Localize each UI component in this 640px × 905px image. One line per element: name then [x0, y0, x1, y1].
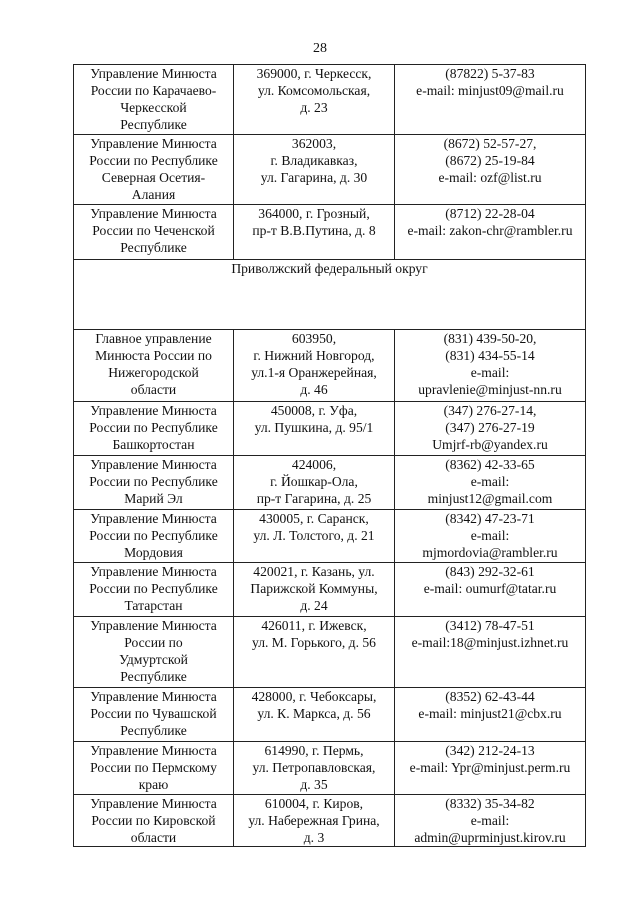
address-cell — [234, 135, 395, 205]
address-cell — [234, 65, 395, 135]
address-cell — [234, 688, 395, 742]
office-line: России по — [124, 635, 183, 650]
office-line: Марий Эл — [124, 491, 183, 506]
region-header-row — [74, 260, 586, 330]
page-number: 28 — [313, 41, 327, 56]
office-line: Управление Минюста — [90, 511, 217, 526]
address-line: ул. Пушкина, д. 95/1 — [254, 420, 374, 435]
office-line: Удмуртской — [119, 652, 188, 667]
contacts-cell — [395, 330, 586, 402]
contacts-line: e-mail: Ypr@minjust.perm.ru — [409, 760, 571, 775]
table-row — [74, 742, 586, 795]
address-line: д. 46 — [300, 382, 328, 397]
address-line: ул.1-я Оранжерейная, — [251, 365, 377, 380]
contacts-line: (843) 292-32-61 — [445, 564, 535, 579]
office-line: России по Республике — [89, 581, 218, 596]
office-line: Минюста России по — [95, 348, 212, 363]
office-line: России по Кировской — [91, 813, 216, 828]
contacts-line: e-mail: zakon-chr@rambler.ru — [407, 223, 573, 238]
office-line: России по Республике — [89, 474, 218, 489]
office-line: Республике — [120, 669, 187, 684]
address-line: 369000, г. Черкесск, — [256, 66, 372, 81]
contacts-cell — [395, 688, 586, 742]
office-line: России по Карачаево- — [90, 83, 217, 98]
address-line: 614990, г. Пермь, — [264, 743, 364, 758]
office-line: области — [130, 382, 177, 397]
table-row — [74, 456, 586, 510]
office-line: Управление Минюста — [90, 743, 217, 758]
office-line: Управление Минюста — [90, 564, 217, 579]
contacts-line: e-mail: ozf@list.ru — [438, 170, 542, 185]
office-line: России по Республике — [89, 420, 218, 435]
contacts-cell — [395, 65, 586, 135]
address-line: 603950, — [291, 331, 337, 346]
address-line: ул. Гагарина, д. 30 — [260, 170, 368, 185]
contacts-line: (8342) 47-23-71 — [445, 511, 535, 526]
contacts-line: admin@uprminjust.kirov.ru — [414, 830, 566, 845]
office-name-cell — [74, 456, 234, 510]
office-name-cell — [74, 330, 234, 402]
office-line: Башкортостан — [112, 437, 195, 452]
table-row — [74, 617, 586, 688]
table-row — [74, 688, 586, 742]
contacts-line: (8672) 52-57-27, — [443, 136, 537, 151]
office-name-cell — [74, 510, 234, 563]
office-name-cell — [74, 563, 234, 617]
office-line: области — [130, 830, 177, 845]
table-row — [74, 65, 586, 135]
contacts-line: e-mail:18@minjust.izhnet.ru — [411, 635, 569, 650]
address-line: ул. Комсомольская, — [257, 83, 371, 98]
contacts-line: (347) 276-27-14, — [443, 403, 537, 418]
office-line: России по Республике — [89, 528, 218, 543]
table-row — [74, 330, 586, 402]
office-name-cell — [74, 205, 234, 260]
address-line: Парижской Коммуны, — [250, 581, 378, 596]
address-cell — [234, 330, 395, 402]
address-line: д. 35 — [300, 777, 328, 792]
office-name-cell — [74, 402, 234, 456]
office-line: Управление Минюста — [90, 689, 217, 704]
office-line: Управление Минюста — [90, 136, 217, 151]
address-cell — [234, 402, 395, 456]
office-name-cell — [74, 617, 234, 688]
office-line: Алания — [131, 187, 176, 202]
address-line: 450008, г. Уфа, — [270, 403, 358, 418]
office-line: Черкесской — [120, 100, 187, 115]
office-name-cell — [74, 688, 234, 742]
address-line: д. 23 — [300, 100, 328, 115]
contacts-line: (8362) 42-33-65 — [445, 457, 535, 472]
contacts-line: (831) 439-50-20, — [443, 331, 537, 346]
address-line: пр-т В.В.Путина, д. 8 — [252, 223, 376, 238]
table-row — [74, 205, 586, 260]
office-name-cell — [74, 135, 234, 205]
office-line: Мордовия — [124, 545, 183, 560]
contacts-cell — [395, 510, 586, 563]
office-line: Республике — [120, 117, 187, 132]
office-line: Республике — [120, 240, 187, 255]
address-line: ул. М. Горького, д. 56 — [252, 635, 376, 650]
contacts-line: (3412) 78-47-51 — [445, 618, 535, 633]
contacts-cell — [395, 617, 586, 688]
office-name-cell — [74, 742, 234, 795]
contacts-cell — [395, 742, 586, 795]
address-cell — [234, 795, 395, 847]
office-name-cell — [74, 795, 234, 847]
address-line: ул. Набережная Грина, — [248, 813, 380, 828]
office-name-cell — [74, 65, 234, 135]
office-line: Нижегородской — [108, 365, 199, 380]
address-line: 430005, г. Саранск, — [259, 511, 369, 526]
contacts-cell — [395, 563, 586, 617]
contacts-line: (347) 276-27-19 — [445, 420, 535, 435]
contacts-cell — [395, 135, 586, 205]
office-line: России по Чеченской — [92, 223, 215, 238]
office-line: Управление Минюста — [90, 457, 217, 472]
office-line: краю — [138, 777, 169, 792]
address-line: 364000, г. Грозный, — [258, 206, 370, 221]
address-line: ул. К. Маркса, д. 56 — [257, 706, 371, 721]
office-line: Республике — [120, 723, 187, 738]
address-cell — [234, 617, 395, 688]
contacts-line: e-mail: minjust09@mail.ru — [416, 83, 564, 98]
address-line: 428000, г. Чебоксары, — [251, 689, 377, 704]
office-line: Управление Минюста — [90, 618, 217, 633]
contacts-line: (8332) 35-34-82 — [445, 796, 535, 811]
contacts-line: (8352) 62-43-44 — [445, 689, 535, 704]
office-line: России по Пермскому — [90, 760, 217, 775]
contacts-line: e-mail: — [470, 365, 510, 380]
contacts-line: (8712) 22-28-04 — [445, 206, 535, 221]
address-line: г. Йошкар-Ола, — [270, 474, 358, 489]
contacts-line: Umjrf-rb@yandex.ru — [432, 437, 548, 452]
address-cell — [234, 205, 395, 260]
contacts-line: e-mail: minjust21@cbx.ru — [418, 706, 562, 721]
table-row — [74, 510, 586, 563]
address-line: ул. Л. Толстого, д. 21 — [253, 528, 375, 543]
address-line: 420021, г. Казань, ул. — [253, 564, 375, 579]
table-row — [74, 563, 586, 617]
contacts-line: upravlenie@minjust-nn.ru — [418, 382, 562, 397]
region-title: Приволжский федеральный округ — [74, 260, 586, 330]
table-row — [74, 795, 586, 847]
address-line: 424006, — [291, 457, 337, 472]
office-line: России по Республике — [89, 153, 218, 168]
table-body — [74, 65, 586, 847]
address-line: г. Нижний Новгород, — [253, 348, 375, 363]
contacts-line: e-mail: oumurf@tatar.ru — [423, 581, 557, 596]
office-line: Северная Осетия- — [101, 170, 206, 185]
address-line: 610004, г. Киров, — [264, 796, 364, 811]
contacts-cell — [395, 795, 586, 847]
address-cell — [234, 563, 395, 617]
contacts-cell — [395, 205, 586, 260]
contacts-cell — [395, 402, 586, 456]
office-line: Управление Минюста — [90, 403, 217, 418]
address-line: г. Владикавказ, — [270, 153, 358, 168]
contacts-line: mjmordovia@rambler.ru — [422, 545, 558, 560]
office-line: Главное управление — [95, 331, 212, 346]
address-line: д. 3 — [303, 830, 325, 845]
table-row — [74, 402, 586, 456]
ministry-offices-table — [73, 64, 586, 847]
address-line: пр-т Гагарина, д. 25 — [256, 491, 372, 506]
contacts-line: minjust12@gmail.com — [427, 491, 553, 506]
office-line: России по Чувашской — [90, 706, 217, 721]
address-line: 426011, г. Ижевск, — [261, 618, 367, 633]
office-line: Управление Минюста — [90, 796, 217, 811]
address-line: ул. Петропавловская, — [252, 760, 376, 775]
contacts-line: (831) 434-55-14 — [445, 348, 535, 363]
contacts-line: (8672) 25-19-84 — [445, 153, 535, 168]
contacts-line: (87822) 5-37-83 — [445, 66, 535, 81]
office-line: Управление Минюста — [90, 66, 217, 81]
contacts-cell — [395, 456, 586, 510]
office-line: Татарстан — [124, 598, 183, 613]
contacts-line: e-mail: — [470, 813, 510, 828]
office-line: Управление Минюста — [90, 206, 217, 221]
address-line: д. 24 — [300, 598, 328, 613]
address-cell — [234, 742, 395, 795]
contacts-line: e-mail: — [470, 474, 510, 489]
contacts-line: (342) 212-24-13 — [445, 743, 535, 758]
address-line: 362003, — [291, 136, 337, 151]
address-cell — [234, 510, 395, 563]
table-row — [74, 135, 586, 205]
contacts-line: e-mail: — [470, 528, 510, 543]
address-cell — [234, 456, 395, 510]
